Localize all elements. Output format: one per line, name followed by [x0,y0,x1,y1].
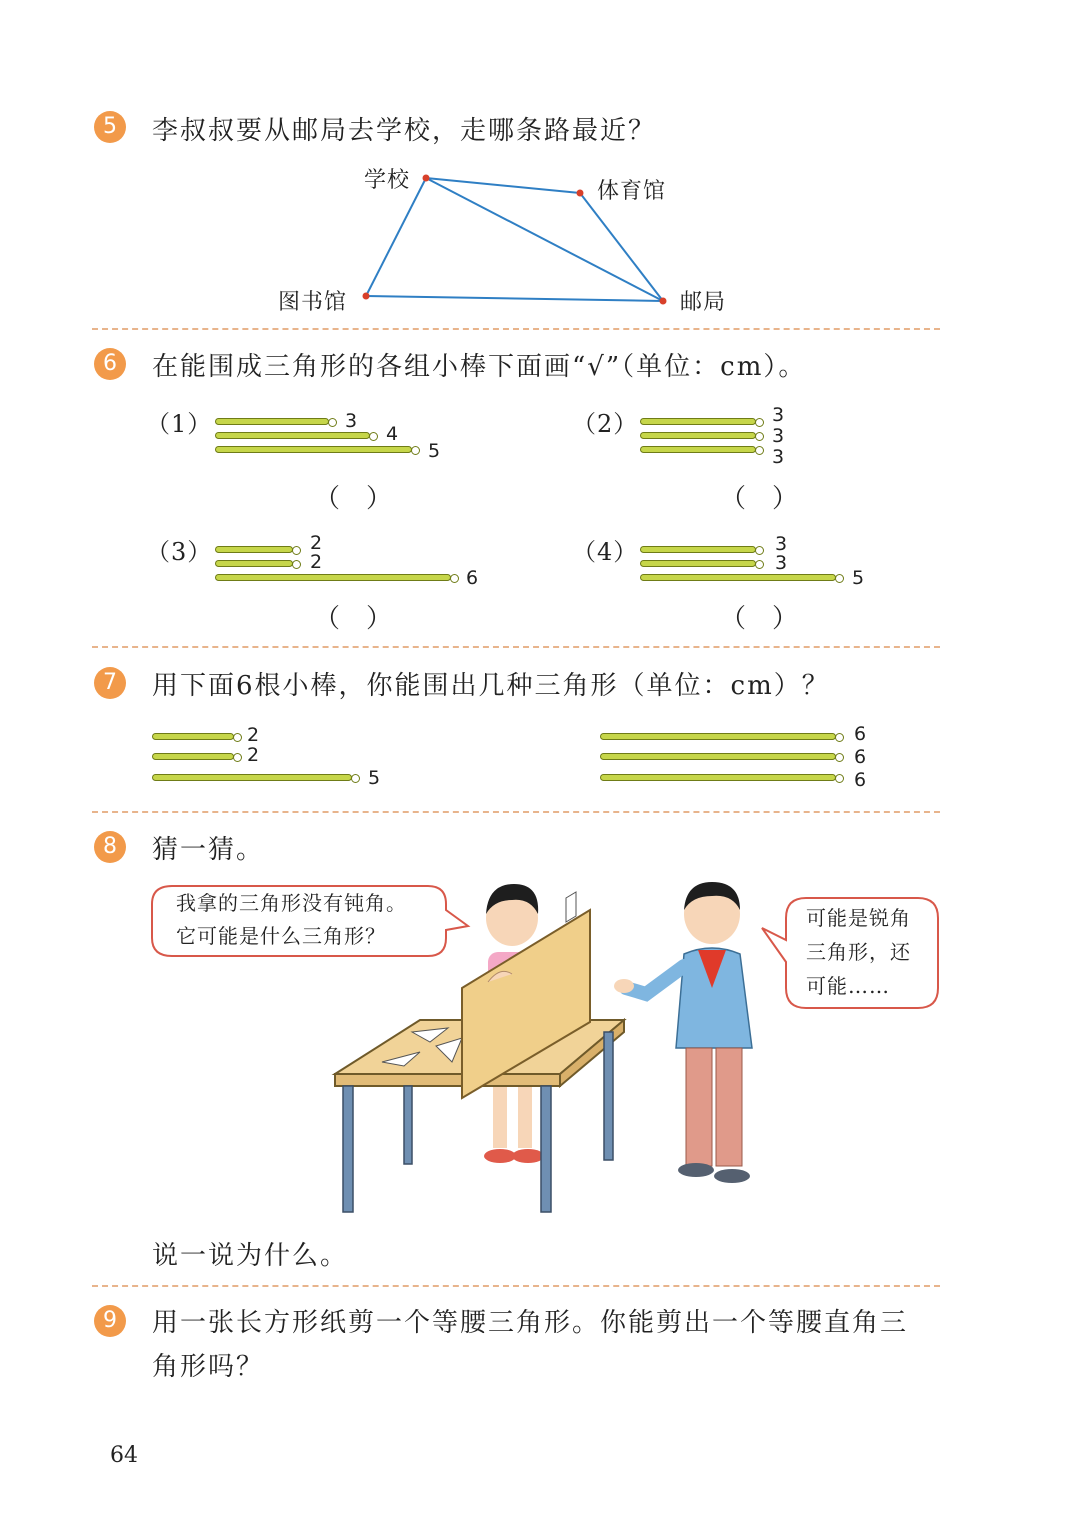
stick-length: 3 [775,533,788,555]
gym-dot [577,190,584,197]
stick [640,546,756,553]
question-8-follow-up: 说一说为什么。 [152,1241,349,1271]
answer-blank-2[interactable]: （ ） [720,484,799,514]
path-library-post [366,296,663,301]
group-3-label: （3） [146,538,213,566]
school-dot [423,175,430,182]
stick-length: 5 [852,567,865,589]
stick [640,418,756,425]
stick [215,560,293,567]
stick-length: 3 [772,404,785,426]
stick [640,432,756,439]
stick-length: 3 [345,410,358,432]
page-number: 64 [110,1443,138,1468]
question-number-7: 7 [94,667,126,699]
question-9-text-line-2: 角形吗？ [152,1352,265,1382]
stick [152,774,352,781]
question-8-text: 猜一猜。 [152,835,265,865]
stick [640,446,756,453]
question-number-8: 8 [94,831,126,863]
stick-length: 2 [310,551,323,573]
guessing-game-illustration [0,870,1080,1230]
gym-label: 体育馆 [597,179,667,204]
path-school-library [366,178,426,296]
question-number-5: 5 [94,111,126,143]
path-gym-post [580,193,663,301]
question-5-text: 李叔叔要从邮局去学校，走哪条路最近？ [152,116,657,146]
question-7-text: 用下面6根小棒，你能围出几种三角形（单位：cm）？ [152,671,830,701]
stick [600,774,836,781]
stick [152,753,234,760]
answer-blank-4[interactable]: （ ） [720,604,799,634]
bubble-left-line-2: 它可能是什么三角形？ [176,924,386,948]
answer-blank-1[interactable]: （ ） [314,484,393,514]
stick [215,446,412,453]
bubble-right-line-3: 可能…… [806,974,890,998]
bubble-left-line-1: 我拿的三角形没有钝角。 [176,891,407,915]
stick [215,546,293,553]
question-9-text-line-1: 用一张长方形纸剪一个等腰三角形。你能剪出一个等腰直角三 [152,1308,909,1338]
separator [92,1285,940,1287]
separator [92,646,940,648]
bubble-right-line-2: 三角形，还 [806,940,911,964]
stick [640,560,756,567]
bubble-right-line-1: 可能是锐角 [806,906,911,930]
question-number-6: 6 [94,348,126,380]
group-2-label: （2） [572,410,639,438]
stick [152,733,234,740]
stick-length: 3 [775,552,788,574]
library-dot [363,293,370,300]
stick-length: 3 [772,446,785,468]
stick-length: 6 [854,723,867,745]
stick [215,574,451,581]
stick-length: 4 [386,423,399,445]
separator [92,328,940,330]
answer-blank-3[interactable]: （ ） [314,604,393,634]
question-number-9: 9 [94,1305,126,1337]
boy-figure [614,882,752,1183]
stick-length: 6 [854,746,867,768]
stick-length: 5 [428,440,441,462]
stick-length: 2 [247,724,260,746]
stick-length: 6 [466,567,479,589]
stick [600,733,836,740]
group-4-label: （4） [572,538,639,566]
group-1-label: （1） [146,410,213,438]
stick-length: 2 [310,532,323,554]
separator [92,811,940,813]
library-label: 图书馆 [278,290,348,315]
school-label: 学校 [364,168,411,193]
post-dot [660,298,667,305]
stick [215,432,370,439]
stick-length: 3 [772,425,785,447]
stick-length: 6 [854,769,867,791]
route-map-diagram [0,0,1080,330]
stick [215,418,329,425]
stick-length: 5 [368,767,381,789]
stick [640,574,836,581]
post-office-label: 邮局 [680,290,727,315]
stick-length: 2 [247,744,260,766]
stick [600,753,836,760]
question-6-text: 在能围成三角形的各组小棒下面画“√”（单位：cm）。 [152,352,807,382]
